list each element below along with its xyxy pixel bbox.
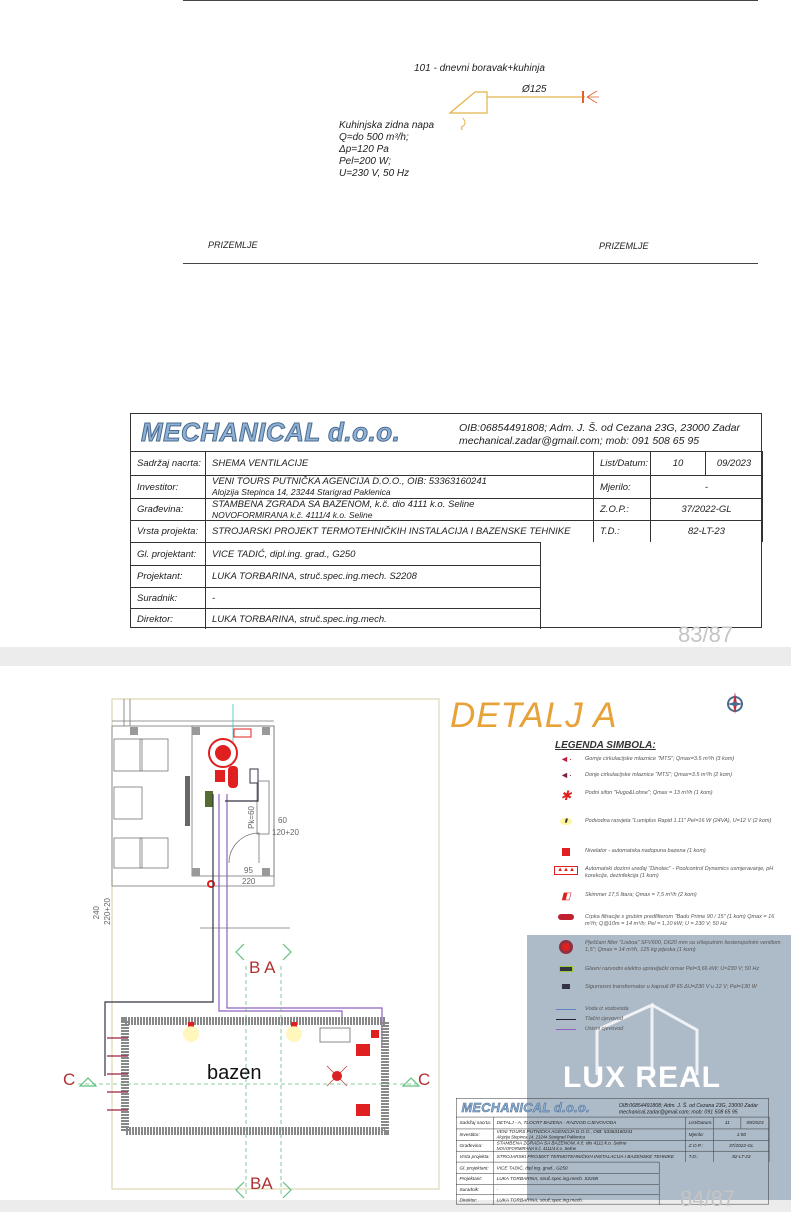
legend-symbol-icon — [555, 1016, 577, 1020]
company-address — [619, 1102, 758, 1115]
watermark-text: LUX REAL — [563, 1061, 721, 1094]
row-projektant — [456, 1173, 659, 1184]
legend-symbol-icon — [555, 966, 577, 972]
cell-sadrzaj-label: Sadržaj nacrta: — [456, 1117, 493, 1128]
cell-sadrzaj: DETALJ - A, TLOCRT BAZENA - RAZVOD CJEVOVODA — [494, 1117, 686, 1128]
cell-investitor — [206, 476, 594, 498]
legend-symbol-icon — [555, 1006, 577, 1010]
hood-spec-line: U=230 V, 50 Hz — [339, 168, 410, 179]
cell-list: 10 — [651, 452, 706, 475]
pool-floor-plan — [0, 666, 450, 1200]
row-direktor — [131, 608, 541, 629]
cell-text: STAMBENA ZGRADA SA BAZENOM, k.č. dio 4111 k.o. Seline — [496, 1140, 627, 1146]
row-vrsta — [456, 1151, 769, 1162]
legend-symbol-icon — [555, 914, 577, 920]
cell-gradevina-label: Građevina: — [456, 1141, 493, 1151]
dim-window-w: 60 — [278, 816, 287, 825]
cell-projektant-label: Projektant: — [456, 1174, 493, 1184]
address-line: OIB:06854491808; Adm. J. Š. od Cezana 23G, 23000 Zadar — [459, 422, 740, 434]
cell-investitor-label: Investitor: — [131, 476, 206, 498]
cell-projektant-label: Projektant: — [131, 566, 206, 587]
cell-projektant: LUKA TORBARINA, struč.spec.ing.mech. S2208 — [206, 566, 541, 587]
section-c-right: C — [418, 1070, 431, 1089]
hood-spec — [339, 120, 434, 180]
cell-text: VENI TOURS PUTNIČKA AGENCIJA D.O.O., OIB: 53363160241 — [496, 1129, 633, 1135]
cell-list-label: List/Datum: — [594, 452, 651, 475]
cell-text: NOVOFORMIRANA k.č. 4111/4 k.o. Seline — [496, 1145, 577, 1151]
cell-vrsta: STROJARSKI PROJEKT TERMOTEHNIČKIH INSTALACIJA I BAZENSKE TEHNIKE — [494, 1151, 686, 1161]
duct-diameter: Ø125 — [522, 84, 547, 95]
cell-text: NOVOFORMIRANA k.č. 4111/4 k.o. Seline — [212, 509, 373, 520]
legend-text: Sigurnosni transformator u kapsuli IP 65 ΔU=230 V u 12 V; Pel=130 W — [585, 984, 757, 990]
cell-list: 11 — [714, 1117, 741, 1128]
cell-text: STAMBENA ZGRADA SA BAZENOM, k.č. dio 4111 k.o. Seline — [212, 499, 475, 510]
legend-text: Pješčani filter "Lisboa" SFV600, D620 mm sa višeputnim šesteropolnim ventilom 1,5"; Qmax = 14 m³/h, 125 kg pijeska (1 kom) — [585, 940, 781, 953]
pool-label: bazen — [207, 1062, 262, 1084]
cell-suradnik-label: Suradnik: — [456, 1185, 493, 1195]
legend-text: Podni sifon "Hugo&Lohne"; Qmax = 13 m³/h (1 kom) — [585, 790, 713, 796]
cell-text: Alojzija Stepinca 14, 23244 Starigrad Paklenica — [212, 487, 391, 497]
frame-top-line — [183, 0, 758, 1]
hood-spec-line: Q=do 500 m³/h; — [339, 132, 409, 143]
drawing-page-84 — [0, 666, 791, 1211]
legend-item — [555, 1016, 785, 1023]
cell-mjerilo: - — [651, 476, 763, 498]
legend-item — [555, 914, 785, 928]
legend-symbol-icon: ◧ — [561, 891, 571, 902]
legend-symbol-icon — [555, 940, 577, 954]
cell-gl-label: Gl. projektant: — [131, 543, 206, 565]
legend-item — [555, 756, 785, 763]
north-compass-icon — [724, 690, 746, 716]
page-number: 84/87 — [680, 1186, 736, 1211]
company-logo: MECHANICAL d.o.o. — [461, 1099, 590, 1115]
legend-text: Donje cirkulacijske mlaznice "MTS"; Qmax=3.5 m³/h (2 kom) — [585, 772, 733, 778]
legend-item — [555, 966, 785, 973]
row-sadrzaj — [456, 1117, 769, 1129]
cell-sadrzaj: SHEMA VENTILACIJE — [206, 452, 594, 475]
legend-item — [555, 848, 785, 856]
row-gl — [131, 542, 541, 565]
legend-item — [555, 1006, 785, 1013]
company-logo: MECHANICAL d.o.o. — [141, 417, 401, 447]
cell-gl-label: Gl. projektant: — [456, 1162, 493, 1173]
cell-zop: 37/2022-GL — [651, 499, 763, 520]
cell-text: VENI TOURS PUTNIČKA AGENCIJA D.O.O., OIB: 53363160241 — [212, 476, 487, 487]
row-suradnik — [456, 1184, 659, 1194]
cell-gradevina-label: Građevina: — [131, 499, 206, 520]
legend-item — [555, 1026, 785, 1033]
cell-td-label: T.D.: — [594, 521, 651, 542]
cell-datum: 09/2023 — [706, 452, 763, 475]
cell-mjerilo-label: Mjerilo: — [594, 476, 651, 498]
legend-text: Podvodna rasvjeta "Lumiplus Rapid 1.11" Pel=16 W (24VA), U=12 V (2 kom) — [585, 818, 772, 824]
kitchen-hood-symbol — [445, 80, 605, 130]
cell-text: Alojzija Stepinca 14, 23244 Starigrad Paklenica — [496, 1134, 586, 1140]
cell-mjerilo-label: Mjerilo: — [686, 1129, 714, 1140]
cell-investitor-label: Investitor: — [456, 1129, 493, 1140]
hood-spec-line: Kuhinjska zidna napa — [339, 120, 435, 131]
legend-text: Nivelator - automatska nadopuna bazena (1 kom) — [585, 848, 706, 854]
cell-datum: 09/2023 — [741, 1117, 769, 1128]
legend-item — [555, 940, 785, 954]
cell-suradnik-label: Suradnik: — [131, 588, 206, 608]
dim-side-w: 240 — [92, 906, 101, 920]
legend-symbol-icon: ◄· — [560, 770, 572, 780]
legend-item — [555, 892, 785, 902]
legend-text: Usisni cjevovod — [585, 1026, 624, 1032]
legend-symbol-icon: ▮ — [555, 818, 577, 825]
section-ba-top: B A — [249, 958, 276, 977]
cell-projektant: LUKA TORBARINA, struč.spec.ing.mech. S2208 — [494, 1174, 660, 1184]
row-investitor — [131, 475, 763, 498]
cell-td: 82-LT-23 — [714, 1151, 769, 1161]
dim-window-h: 120+20 — [272, 828, 299, 837]
legend-text: Glavni razvodni elektro upravljački ormar Pel=3,66 kW; U=230 V; 50 Hz — [585, 966, 760, 972]
title-block — [130, 413, 762, 628]
cell-mjerilo: 1:50 — [714, 1129, 769, 1140]
legend-text: Voda iz vodovoda — [585, 1006, 629, 1012]
row-suradnik — [131, 587, 541, 608]
row-vrsta — [131, 520, 763, 542]
room-label: 101 - dnevni boravak+kuhinja — [414, 63, 545, 74]
cell-td-label: T.D.: — [686, 1151, 714, 1161]
cell-td: 82-LT-23 — [651, 521, 763, 542]
cell-suradnik: - — [206, 588, 541, 608]
detail-title: DETALJ A — [450, 696, 618, 735]
legend-symbol-icon: ✱ — [560, 788, 572, 803]
contact-line: mechanical.zadar@gmail.com; mob: 091 508 65 95 — [459, 435, 700, 447]
cell-gradevina1 — [206, 499, 594, 520]
legend-text: Skimmer 17,5 litara; Qmax = 7,5 m³/h (2 kom) — [585, 892, 697, 898]
cell-sadrzaj-label: Sadržaj nacrta: — [131, 452, 206, 475]
hood-spec-line: Δp=120 Pa — [339, 144, 389, 155]
row-sadrzaj — [131, 451, 763, 475]
legend-text: Automatski dozirni uređaj "Dinotec" - Poolcontrol Dynamics usmjeravanje, pH korekcija, dezinfekcija (1 kom) — [585, 866, 774, 879]
cell-vrsta-label: Vrsta projekta: — [456, 1151, 493, 1161]
frame-line — [183, 263, 758, 264]
company-address — [459, 422, 740, 448]
legend-title: LEGENDA SIMBOLA: — [555, 740, 656, 751]
contact-line: mechanical.zadar@gmail.com; mob: 091 508 65 95 — [618, 1108, 738, 1115]
dim-side-h: 220+20 — [103, 898, 112, 925]
cell-vrsta: STROJARSKI PROJEKT TERMOTEHNIČKIH INSTALACIJA I BAZENSKE TEHNIKE — [206, 521, 594, 542]
cell-vrsta-label: Vrsta projekta: — [131, 521, 206, 542]
row-gradevina — [131, 498, 763, 520]
dim-door-h: 220 — [242, 877, 256, 886]
legend-text: Crpka filtracije s grubim predfilterom "Badu Prime 90 / 15" (1 kom) Qmax = 16 m³/h; Q@10m = 14 m³/h; Pel = 1,10 kW; U = 230 V; 50 Hz — [585, 914, 775, 927]
legend-item — [555, 984, 785, 991]
page-number: 83/87 — [678, 622, 734, 647]
row-projektant — [131, 565, 541, 587]
row-gradevina — [456, 1140, 769, 1151]
cell-list-label: List/Datum: — [686, 1117, 714, 1128]
floor-label-left: PRIZEMLJE — [208, 240, 258, 250]
cell-gradevina1 — [494, 1141, 686, 1151]
row-gl — [456, 1162, 659, 1173]
section-ba-bottom: BA — [250, 1174, 273, 1193]
cell-gl: VICE TADIĆ, dipl.ing. grad., G250 — [206, 543, 541, 565]
cell-direktor-label: Direktor: — [456, 1195, 493, 1205]
cell-direktor: LUKA TORBARINA, struč.spec.ing.mech. — [206, 609, 541, 629]
cell-direktor-label: Direktor: — [131, 609, 206, 629]
address-line: OIB:06854491808; Adm. J. Š. od Cezana 23G, 23000 Zadar — [618, 1102, 758, 1109]
cell-suradnik: - — [494, 1185, 660, 1195]
legend-symbol-icon — [555, 1026, 577, 1030]
legend — [555, 740, 785, 751]
legend-symbol-icon — [555, 848, 577, 856]
legend-item — [555, 866, 785, 880]
cell-investitor — [494, 1129, 686, 1140]
cell-direktor: LUKA TORBARINA, struč.spec.ing.mech. — [494, 1195, 660, 1205]
legend-text: Tlačni cjevovod — [585, 1016, 623, 1022]
cell-zop-label: Z.O.P.: — [594, 499, 651, 520]
cell-zop-label: Z.O.P.: — [686, 1141, 714, 1151]
cell-gl: VICE TADIĆ, dipl.ing. grad., G250 — [494, 1162, 660, 1173]
row-investitor — [456, 1129, 769, 1140]
floor-label-right: PRIZEMLJE — [599, 241, 649, 251]
legend-item — [555, 790, 785, 802]
dim-door-w: 95 — [244, 866, 253, 875]
legend-text: Gornje cirkulacijske mlaznice "MTS"; Qmax=3.5 m³/h (3 kom) — [585, 756, 735, 762]
dim-window-side: Pk=60 — [247, 806, 256, 829]
legend-symbol-icon: ◄· — [560, 754, 572, 764]
legend-item — [555, 818, 785, 825]
legend-symbol-icon: ▲▲▲ — [555, 866, 577, 875]
legend-item — [555, 772, 785, 779]
legend-symbol-icon — [555, 984, 577, 989]
cell-zop: 37/2022-GL — [714, 1141, 769, 1151]
hood-spec-line: Pel=200 W; — [339, 156, 391, 167]
section-c-left: C — [63, 1070, 76, 1089]
